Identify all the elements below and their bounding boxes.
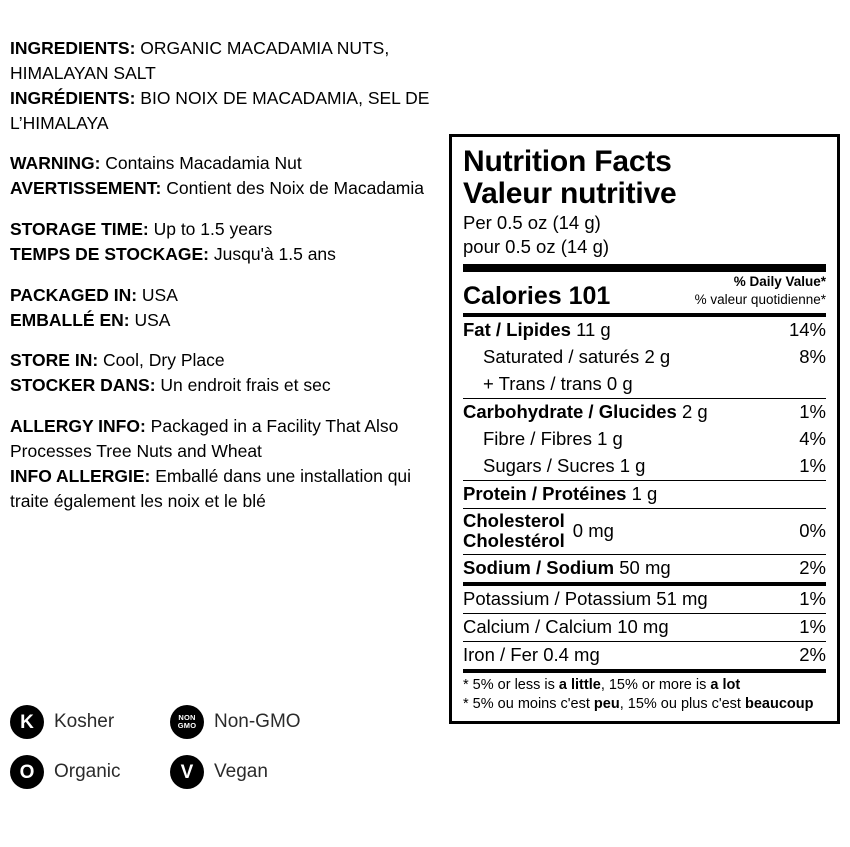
serving-size-fr: pour 0.5 oz (14 g): [463, 235, 610, 257]
ingredients-label-en: INGREDIENTS:: [10, 38, 136, 58]
nutrition-facts-panel: [449, 134, 840, 724]
store-in-label-fr: STOCKER DANS:: [10, 375, 156, 396]
row-potassium-name: Potassium / Potassium 51 mg: [463, 588, 708, 610]
row-carbohydrate: [463, 399, 826, 426]
product-info-column: [10, 36, 440, 530]
organic-o-icon: [10, 755, 44, 789]
allergy-info-value-fr: Emballé dans une installation qui traite également les noix et le blé: [10, 465, 412, 511]
calories-label: Calories 101: [463, 282, 611, 311]
row-fibre-name: Fibre / Fibres 1 g: [483, 428, 623, 450]
badge-organic: [10, 755, 170, 789]
row-iron-pct: 2%: [799, 644, 826, 666]
non-gmo-mark-glyph: NON GMO: [177, 712, 197, 730]
warning-line-en: [10, 151, 440, 176]
kosher-mark-glyph: K: [20, 711, 34, 733]
row-sodium-name-bold: Sodium / Sodium: [463, 557, 615, 579]
packaged-in-value-en: USA: [137, 284, 178, 305]
store-in-value-fr: Un endroit frais et sec: [155, 375, 331, 396]
row-fat: [463, 317, 826, 344]
row-sodium-pct: 2%: [799, 557, 826, 579]
row-sugars-name: Sugars / Sucres 1 g: [483, 455, 646, 477]
row-cholesterol-names: [463, 511, 565, 551]
warning-label-fr: AVERTISSEMENT:: [10, 178, 162, 199]
nutrition-footnote: [463, 673, 826, 714]
row-carbohydrate-name-rest: 2 g: [676, 401, 708, 423]
allergy-info-label-en: ALLERGY INFO:: [10, 416, 146, 437]
daily-value-header-en: % Daily Value*: [733, 273, 826, 289]
organic-mark-glyph: O: [19, 761, 35, 783]
footnote-en-d: a lot: [710, 677, 741, 694]
storage-time-block: [10, 217, 440, 267]
row-potassium: [463, 586, 826, 613]
storage-time-value-fr: Jusqu'à 1.5 ans: [209, 243, 336, 264]
row-cholesterol-name-en: Cholesterol: [463, 510, 565, 532]
storage-time-line-fr: [10, 242, 440, 267]
ingredients-label-fr: INGRÉDIENTS:: [10, 87, 136, 108]
store-in-line-fr: [10, 373, 440, 398]
row-fat-name-bold: Fat / Lipides: [463, 319, 571, 341]
allergy-info-label-fr: INFO ALLERGIE:: [10, 465, 151, 486]
store-in-line-en: [10, 348, 440, 373]
store-in-value-en: Cool, Dry Place: [98, 350, 225, 371]
allergy-info-value-en: Packaged in a Facility That Also Processes Tree Nuts and Wheat: [10, 416, 399, 461]
warning-line-fr: [10, 176, 440, 201]
footnote-fr-b: peu: [593, 696, 620, 713]
vegan-v-icon: [170, 755, 204, 789]
certification-badges: [10, 705, 430, 805]
badge-row-1: [10, 705, 430, 739]
packaged-in-value-fr: USA: [129, 309, 171, 330]
serving-size-en: Per 0.5 oz (14 g): [463, 211, 601, 233]
badge-label-organic: Organic: [54, 761, 121, 782]
allergy-info-line-en: [10, 414, 440, 464]
row-cholesterol-amount: 0 mg: [572, 520, 614, 542]
row-sugars: [463, 453, 826, 480]
badge-label-kosher: Kosher: [54, 711, 115, 732]
nutrition-title-en: Nutrition Facts: [463, 145, 672, 178]
badge-row-2: [10, 755, 430, 789]
store-in-block: [10, 348, 440, 398]
nutrition-footnote-fr: [463, 695, 826, 714]
row-fat-name-rest: 11 g: [570, 319, 611, 341]
row-fibre-pct: 4%: [799, 428, 826, 450]
storage-time-value-en: Up to 1.5 years: [148, 219, 273, 240]
warning-label-en: WARNING:: [10, 153, 101, 174]
store-in-label-en: STORE IN:: [10, 350, 99, 371]
ingredients-block: [10, 36, 440, 135]
packaged-in-line-fr: [10, 308, 440, 333]
badge-non-gmo: [170, 705, 330, 739]
footnote-fr-a: * 5% ou moins c'est: [463, 696, 594, 713]
daily-value-header: [695, 273, 826, 311]
row-calcium: [463, 614, 826, 641]
row-protein-name-bold: Protein / Protéines: [463, 483, 627, 505]
row-potassium-pct: 1%: [799, 588, 826, 610]
row-carbohydrate-pct: 1%: [799, 401, 826, 423]
storage-time-label-en: STORAGE TIME:: [10, 219, 149, 240]
footnote-fr-d: beaucoup: [745, 696, 814, 713]
calories-row: [463, 272, 826, 313]
row-saturated: [463, 344, 826, 371]
warning-value-fr: Contient des Noix de Macadamia: [161, 178, 424, 199]
row-sodium: [463, 555, 826, 582]
kosher-k-icon: [10, 705, 44, 739]
badge-label-vegan: Vegan: [214, 761, 268, 782]
row-trans-name: + Trans / trans 0 g: [483, 373, 633, 395]
nutrition-footnote-en: [463, 676, 826, 695]
row-fat-pct: 14%: [788, 319, 826, 341]
row-saturated-pct: 8%: [799, 346, 826, 368]
warning-block: [10, 151, 440, 201]
storage-time-line-en: [10, 217, 440, 242]
row-protein-name: [463, 483, 665, 505]
row-calcium-pct: 1%: [799, 616, 826, 638]
badge-label-non-gmo: Non-GMO: [214, 711, 301, 732]
badge-vegan: [170, 755, 330, 789]
row-fat-name: [463, 319, 619, 341]
row-cholesterol: [463, 509, 826, 554]
storage-time-label-fr: TEMPS DE STOCKAGE:: [10, 243, 210, 264]
ingredients-value-en: ORGANIC MACADAMIA NUTS, HIMALAYAN SALT: [10, 38, 390, 83]
allergy-info-block: [10, 414, 440, 513]
row-sodium-name: [463, 557, 679, 579]
warning-value-en: Contains Macadamia Nut: [100, 153, 302, 174]
row-carbohydrate-name-bold: Carbohydrate / Glucides: [463, 401, 677, 423]
row-carbohydrate-name: [463, 401, 716, 423]
badge-kosher: [10, 705, 170, 739]
packaged-in-label-en: PACKAGED IN:: [10, 284, 138, 305]
footnote-en-c: , 15% or more is: [600, 677, 711, 694]
row-iron: [463, 642, 826, 669]
row-sugars-pct: 1%: [799, 455, 826, 477]
non-gmo-icon: [170, 705, 204, 739]
footnote-en-b: a little: [558, 677, 601, 694]
vegan-mark-glyph: V: [180, 761, 194, 783]
ingredients-line-fr: [10, 86, 440, 136]
packaged-in-block: [10, 283, 440, 333]
divider-thick-top: [463, 264, 826, 272]
row-trans: [463, 371, 826, 398]
row-saturated-name: Saturated / saturés 2 g: [483, 346, 671, 368]
row-protein-name-rest: 1 g: [626, 483, 658, 505]
footnote-fr-c: , 15% ou plus c'est: [619, 696, 745, 713]
allergy-info-line-fr: [10, 464, 440, 514]
packaged-in-line-en: [10, 283, 440, 308]
row-cholesterol-pct: 0%: [799, 520, 826, 542]
packaged-in-label-fr: EMBALLÉ EN:: [10, 309, 130, 330]
nutrition-title-fr: Valeur nutritive: [463, 176, 677, 210]
row-iron-name: Iron / Fer 0.4 mg: [463, 644, 600, 666]
row-calcium-name: Calcium / Calcium 10 mg: [463, 616, 669, 638]
ingredients-value-fr: BIO NOIX DE MACADAMIA, SEL DE L’HIMALAYA: [10, 87, 430, 133]
row-cholesterol-name-fr: Cholestérol: [463, 530, 565, 552]
row-sodium-name-rest: 50 mg: [614, 557, 671, 579]
footnote-en-a: * 5% or less is: [463, 677, 559, 694]
daily-value-header-fr: % valeur quotidienne*: [694, 292, 826, 308]
row-fibre: [463, 426, 826, 453]
ingredients-line-en: [10, 36, 440, 86]
row-protein: [463, 481, 826, 508]
